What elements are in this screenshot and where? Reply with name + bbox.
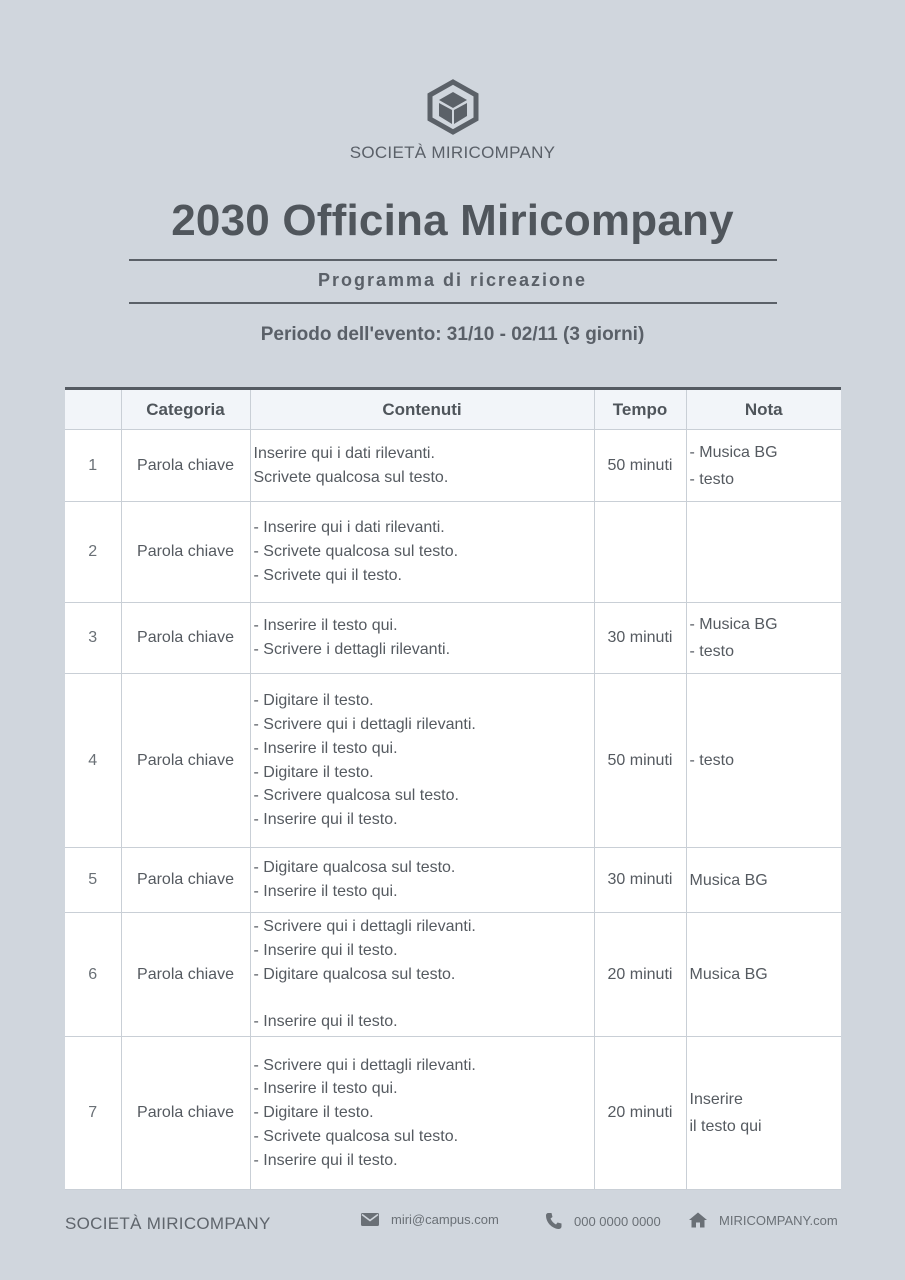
contents-line: - Scrivere qualcosa sul testo. (253, 787, 459, 805)
row-time-cell: 50 minuti (594, 674, 686, 848)
row-number-cell: 4 (65, 674, 121, 848)
row-category-cell: Parola chiave (121, 430, 250, 502)
contents-line: - Scrivete qualcosa sul testo. (253, 1127, 459, 1145)
row-time-cell: 20 minuti (594, 1037, 686, 1190)
row-time-cell: 20 minuti (594, 913, 686, 1037)
contents-line: - Inserire il testo qui. (253, 1080, 398, 1098)
table-row (65, 603, 841, 674)
contents-line: - Digitare il testo. (253, 692, 374, 710)
row-category-cell: Parola chiave (121, 848, 250, 913)
schedule-table (65, 387, 841, 1190)
contents-line: - Scrivere qui i dettagli rilevanti. (253, 918, 476, 935)
home-icon (689, 1212, 707, 1228)
company-name: SOCIETÀ MIRICOMPANY (349, 143, 556, 162)
contents-line: - Inserire qui il testo. (253, 941, 398, 959)
row-number-cell: 3 (65, 603, 121, 674)
contents-line: - Scrivere qui i dettagli rilevanti. (253, 715, 476, 733)
contents-line: - Inserire il testo qui. (253, 617, 398, 635)
title-divider (129, 259, 777, 261)
note-line: - testo (689, 643, 734, 660)
row-number-cell: 2 (65, 502, 121, 603)
contents-line: Scrivete qualcosa sul testo. (253, 468, 449, 486)
contents-line: - Inserire qui il testo. (253, 811, 398, 829)
row-note-cell (686, 913, 841, 1037)
row-number-cell: 5 (65, 848, 121, 913)
row-time-cell: 50 minuti (594, 430, 686, 502)
contents-line: - Scrivete qualcosa sul testo. (253, 543, 459, 561)
note-line: - Musica BG (689, 443, 778, 461)
contents-line: - Digitare qualcosa sul testo. (253, 965, 456, 983)
note-line: Inserire (689, 1091, 743, 1108)
row-time-cell: 30 minuti (594, 848, 686, 913)
row-note-cell (686, 603, 841, 674)
table-row (65, 430, 841, 502)
header-time: Tempo (594, 389, 686, 430)
row-contents-cell (250, 674, 594, 848)
footer-phone-text: 000 0000 0000 (574, 1213, 661, 1229)
phone-icon (545, 1212, 562, 1230)
note-line: Musica BG (689, 871, 768, 889)
contents-line: - Scrivete qui il testo. (253, 566, 402, 584)
contents-line: - Digitare il testo. (253, 1104, 374, 1122)
footer-phone (545, 1212, 661, 1230)
table-row (65, 674, 841, 848)
row-time-cell (594, 502, 686, 603)
row-note-cell (686, 502, 841, 603)
row-contents-cell (250, 502, 594, 603)
row-category-cell: Parola chiave (121, 502, 250, 603)
contents-line: - Inserire il testo qui. (253, 883, 398, 900)
footer-website (689, 1212, 838, 1228)
footer-email-text: miri@campus.com (391, 1212, 499, 1227)
row-contents-cell (250, 848, 594, 913)
table-row (65, 502, 841, 603)
event-period: Periodo dell'evento: 31/10 - 02/11 (3 giorni) (260, 324, 645, 345)
note-line: - testo (689, 470, 734, 488)
note-line: - testo (689, 752, 734, 769)
row-contents-cell (250, 913, 594, 1037)
note-line: Musica BG (689, 966, 768, 983)
table-row (65, 913, 841, 1037)
contents-line (254, 986, 594, 1010)
row-note-cell (686, 848, 841, 913)
company-logo-icon (426, 79, 480, 135)
row-note-cell (686, 1037, 841, 1190)
row-number-cell: 6 (65, 913, 121, 1037)
note-line: - Musica BG (689, 616, 778, 633)
note-line: il testo qui (689, 1118, 762, 1135)
schedule-table-container (65, 387, 841, 1190)
page-subtitle: Programma di ricreazione (317, 270, 588, 290)
footer-email (361, 1212, 499, 1227)
row-number-cell: 1 (65, 430, 121, 502)
table-row (65, 1037, 841, 1190)
row-category-cell: Parola chiave (121, 1037, 250, 1190)
header-category: Categoria (121, 389, 250, 430)
header-note: Nota (686, 389, 841, 430)
contents-line: - Digitare il testo. (253, 763, 374, 781)
row-note-cell (686, 430, 841, 502)
row-note-cell (686, 674, 841, 848)
row-contents-cell (250, 603, 594, 674)
contents-line: Inserire qui i dati rilevanti. (253, 444, 435, 462)
footer-website-text: MIRICOMPANY.com (719, 1212, 838, 1228)
contents-line: - Digitare qualcosa sul testo. (253, 859, 456, 877)
footer-company-name: SOCIETÀ MIRICOMPANY (65, 1214, 271, 1233)
row-contents-cell (250, 430, 594, 502)
mail-icon (361, 1213, 379, 1226)
row-category-cell: Parola chiave (121, 603, 250, 674)
contents-line: - Inserire qui il testo. (253, 1013, 398, 1031)
table-row (65, 848, 841, 913)
header-contents: Contenuti (250, 389, 594, 430)
page-title: 2030 Officina Miricompany (171, 196, 734, 245)
row-category-cell: Parola chiave (121, 913, 250, 1037)
contents-line: - Scrivere i dettagli rilevanti. (253, 641, 451, 658)
row-contents-cell (250, 1037, 594, 1190)
row-number-cell: 7 (65, 1037, 121, 1190)
contents-line: - Inserire il testo qui. (253, 739, 398, 757)
contents-line: - Inserire qui i dati rilevanti. (253, 519, 445, 537)
contents-line: - Scrivere qui i dettagli rilevanti. (253, 1056, 476, 1074)
subtitle-divider (129, 302, 777, 304)
row-time-cell: 30 minuti (594, 603, 686, 674)
contents-line: - Inserire qui il testo. (253, 1151, 398, 1169)
row-category-cell: Parola chiave (121, 674, 250, 848)
table-header-row (65, 389, 841, 430)
header-number (65, 389, 121, 430)
